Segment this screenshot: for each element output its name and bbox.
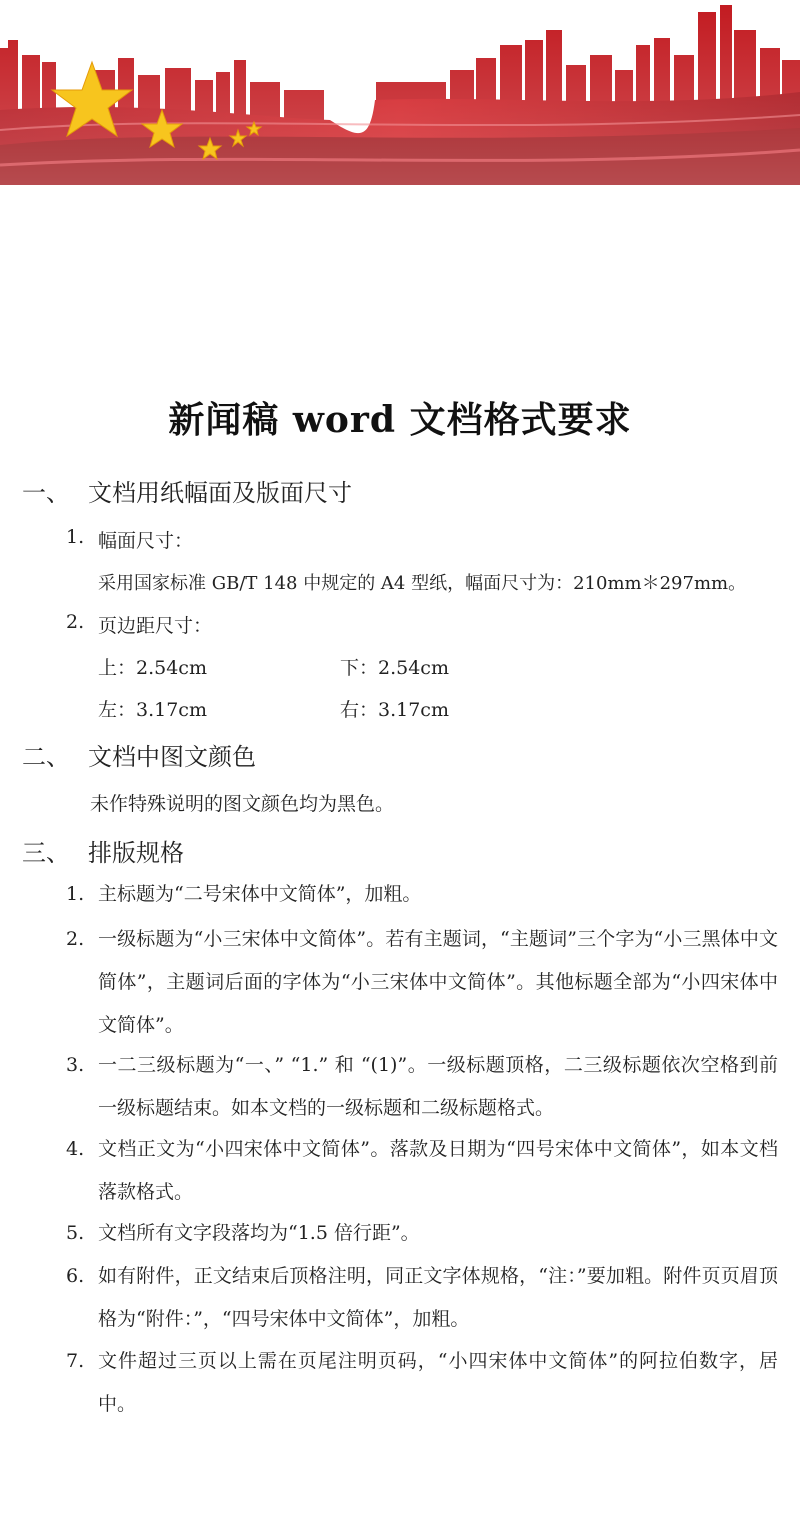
section-number: 三、 [22,839,70,867]
rule-text: 一级标题为“小三宋体中文简体”。若有主题词，“主题词”三个字为“小三黑体中文简体”，主题词后面的字体为“小三宋体中文简体”。其他标题全部为“小四宋体中文简体”。 [98,928,778,1036]
margin-top: 上：2.54cm [98,657,207,679]
margin-bottom: 下：2.54cm [340,657,449,679]
rule-item-5 [66,1212,778,1255]
rule-number: 2. [66,928,85,950]
rule-number: 3. [66,1054,85,1076]
item-label: 幅面尺寸： [98,530,194,552]
section-number: 一、 [22,479,70,507]
item-number: 1. [66,526,85,548]
rule-text: 文档正文为“小四宋体中文简体”。落款及日期为“四号宋体中文简体”，如本文档落款格式。 [98,1138,778,1203]
rule-text: 如有附件，正文结束后顶格注明，同正文字体规格，“注：”要加粗。附件页页眉顶格为“附件：”，“四号宋体中文简体”，加粗。 [98,1265,778,1330]
rule-item-1 [66,873,778,916]
rule-number: 1. [66,883,85,905]
paper-size-text: 采用国家标准 GB/T 148 中规定的 A4 型纸，幅面尺寸为：210mm＊297mm。 [98,573,747,594]
rule-number: 5. [66,1222,85,1244]
rule-text: 主标题为“二号宋体中文简体”，加粗。 [98,883,422,905]
rule-number: 6. [66,1265,85,1287]
section-number: 二、 [22,743,70,771]
section-heading-3 [22,833,184,868]
page-title: 新闻稿 word 文档格式要求 [168,399,632,441]
rule-item-2 [66,918,778,1047]
section-title: 文档用纸幅面及版面尺寸 [88,479,352,507]
rule-text: 文件超过三页以上需在页尾注明页码，“小四宋体中文简体”的阿拉伯数字，居中。 [98,1350,778,1415]
rule-text: 一二三级标题为“一、” “1.” 和 “(1)”。一级标题顶格，二三级标题依次空格到前一级标题结束。如本文档的一级标题和二级标题格式。 [98,1054,778,1119]
section-title: 排版规格 [88,839,184,867]
section-heading-2 [22,737,256,772]
rule-number: 4. [66,1138,85,1160]
item-label: 页边距尺寸： [98,615,213,637]
rule-item-3 [66,1044,778,1130]
paper-item-1 [66,526,193,553]
margin-left: 左：3.17cm [98,699,207,721]
rule-item-4 [66,1128,778,1214]
header-banner [0,0,800,185]
color-text: 未作特殊说明的图文颜色均为黑色。 [90,793,395,815]
rule-item-7 [66,1340,778,1426]
rule-text: 文档所有文字段落均为“1.5 倍行距”。 [98,1222,420,1244]
rule-number: 7. [66,1350,85,1372]
section-heading-1 [22,473,352,508]
margin-right: 右：3.17cm [340,699,449,721]
item-number: 2. [66,611,85,633]
section-title: 文档中图文颜色 [88,743,256,771]
paper-item-2 [66,611,212,638]
rule-item-6 [66,1255,778,1341]
